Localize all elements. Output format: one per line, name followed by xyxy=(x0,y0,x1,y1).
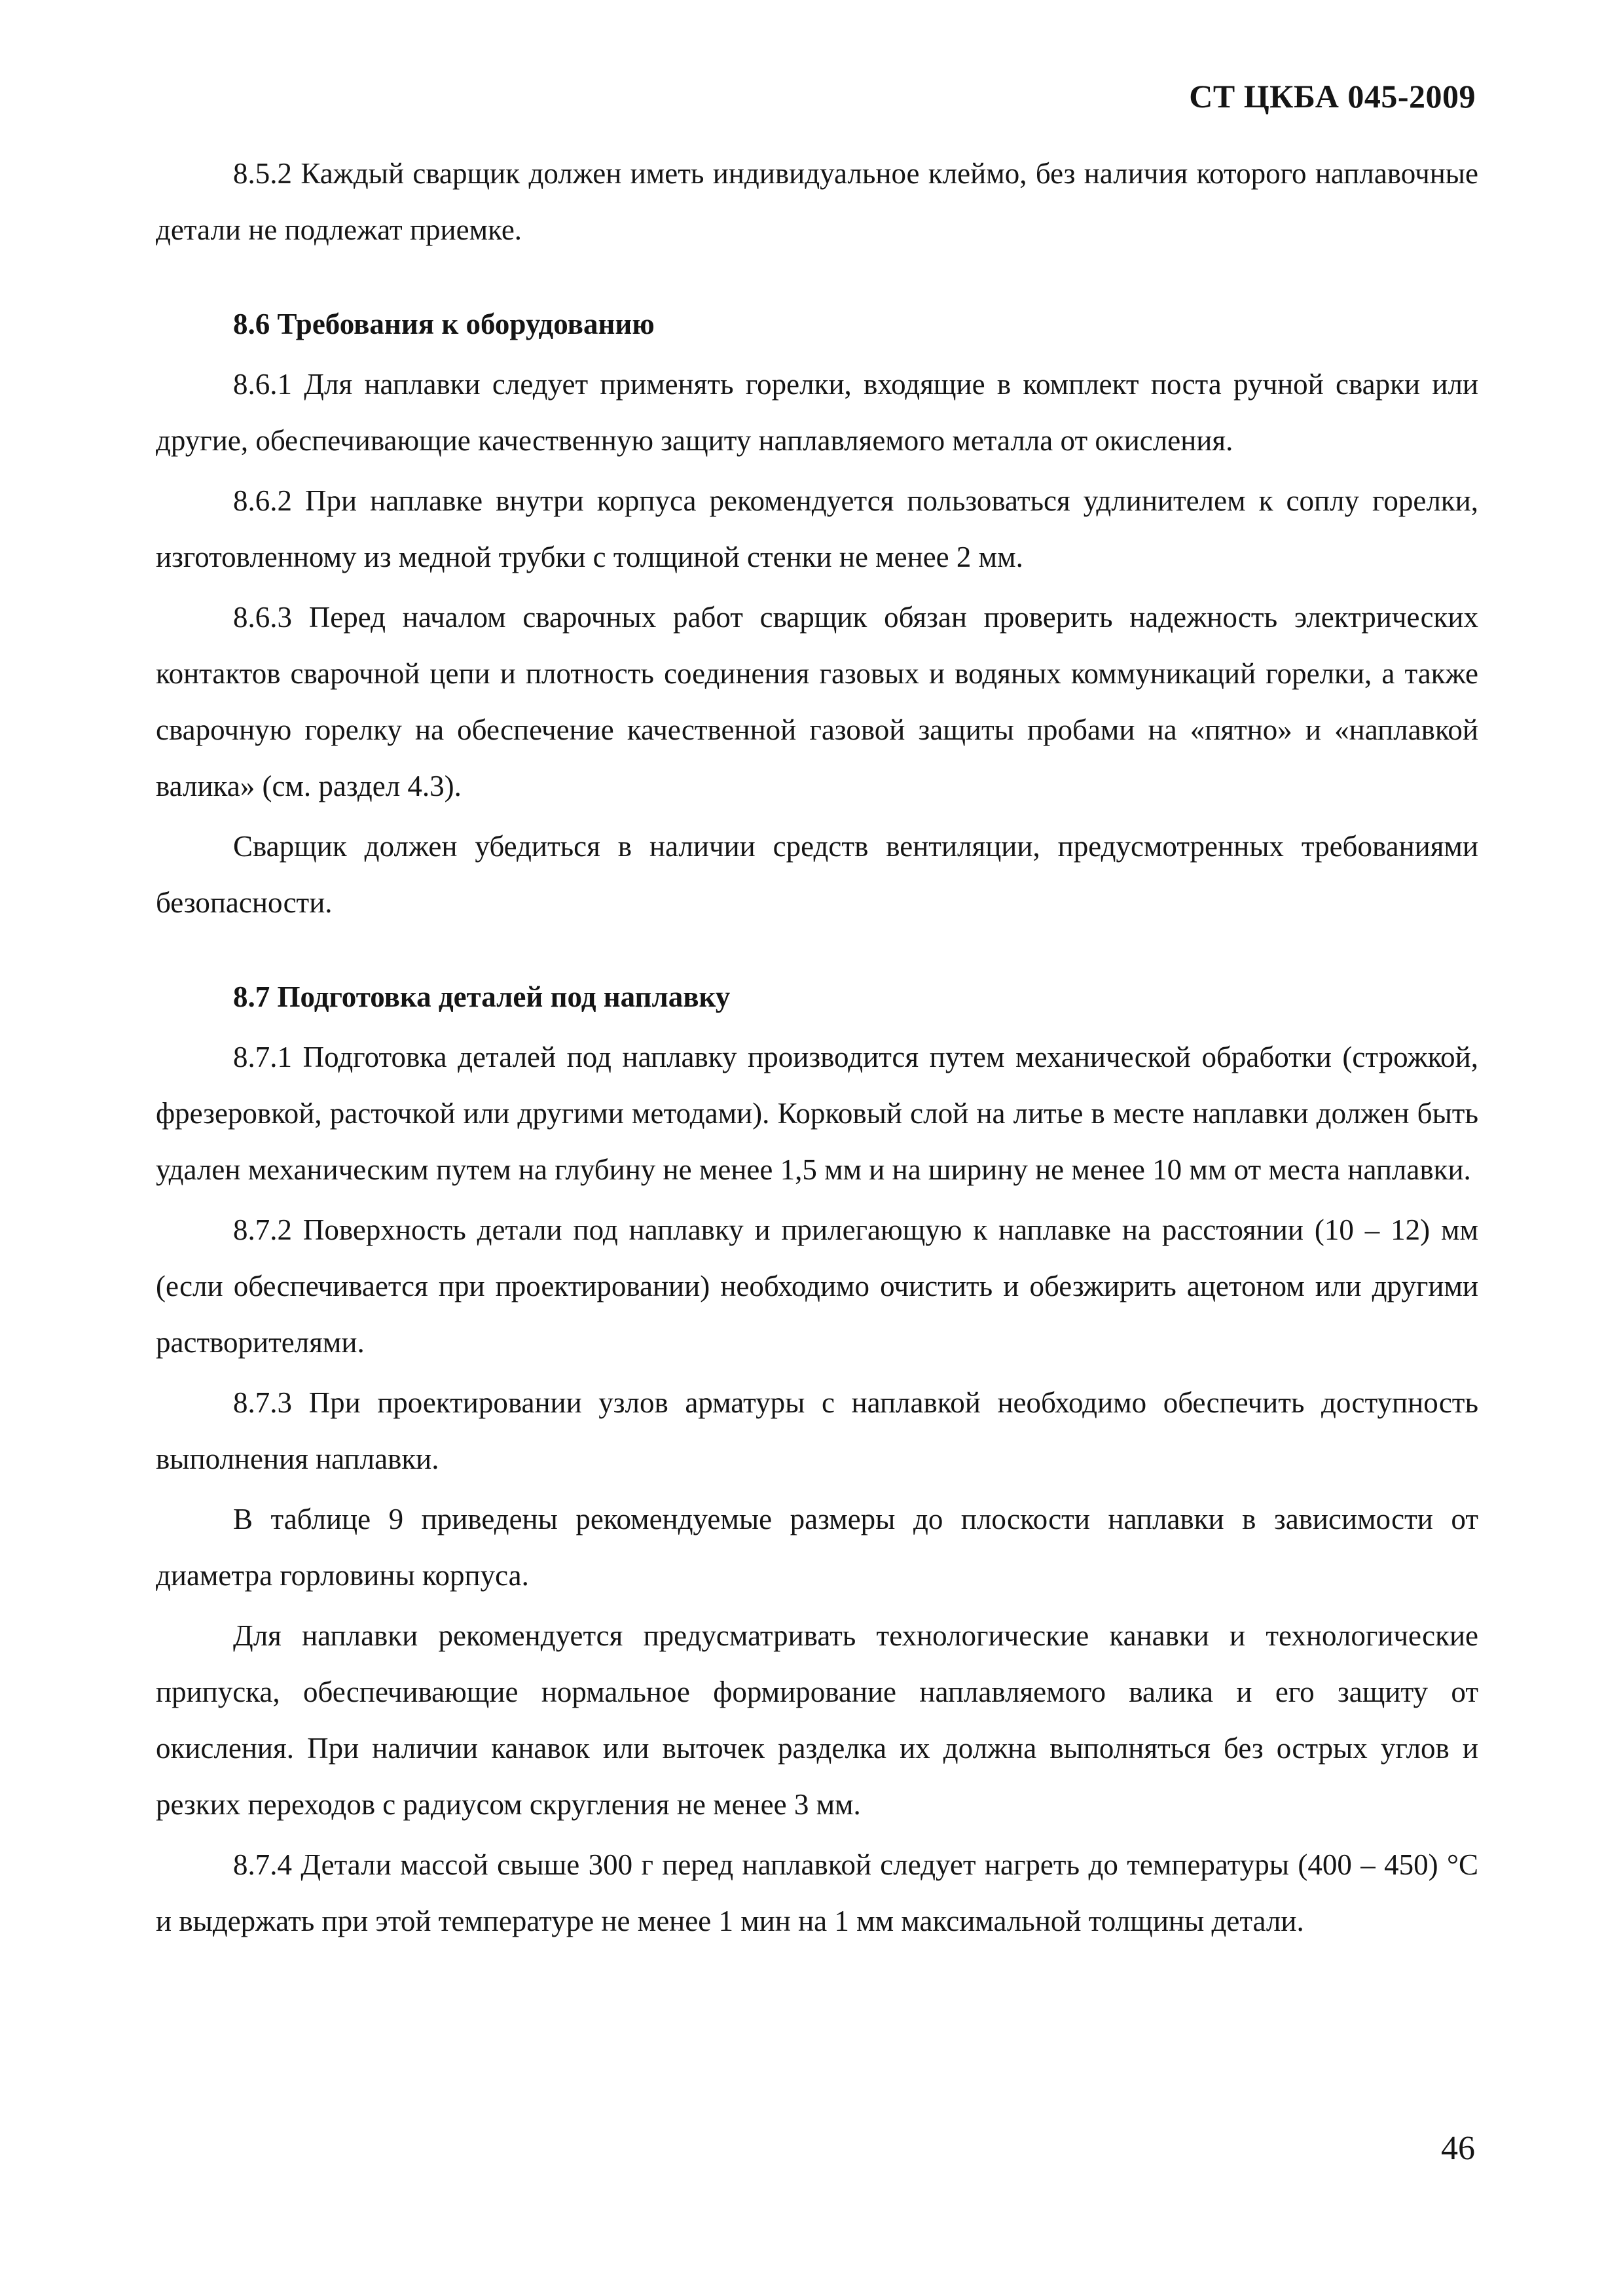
paragraph-table-9-reference: В таблице 9 приведены рекомендуемые размеры до плоскости наплавки в зависимости от диаметра горловины корпуса. xyxy=(156,1503,1478,1592)
section-heading-8-6: 8.6 Требования к оборудованию xyxy=(233,308,655,340)
document-code-header: СТ ЦКБА 045-2009 xyxy=(1189,78,1476,115)
page-number: 46 xyxy=(1441,2130,1475,2167)
paragraph-8-6-3: 8.6.3 Перед началом сварочных работ сварщик обязан проверить надежность электрических контактов сварочной цепи и плотность соединения газовых и водяных коммуникаций горелки, а также сварочную горелку на обеспечение качественной газовой защиты пробами на «пятно» и «наплавкой валика» (см. раздел 4.3). xyxy=(156,601,1478,802)
paragraph-grooves: Для наплавки рекомендуется предусматривать технологические канавки и технологические припуска, обеспечивающие нормальное формирование наплавляемого валика и его защиту от окисления. При наличии канавок или выточек разделка их должна выполняться без острых углов и резких переходов с радиусом скругления не менее 3 мм. xyxy=(156,1619,1478,1821)
section-heading-8-7: 8.7 Подготовка деталей под наплавку xyxy=(233,980,731,1013)
document-body xyxy=(156,145,1478,1949)
paragraph-8-7-2: 8.7.2 Поверхность детали под наплавку и прилегающую к наплавке на расстоянии (10 – 12) мм (если обеспечивается при проектировании) необходимо очистить и обезжирить ацетоном или другими растворителями. xyxy=(156,1213,1478,1359)
paragraph-8-6-1: 8.6.1 Для наплавки следует применять горелки, входящие в комплект поста ручной сварки или другие, обеспечивающие качественную защиту наплавляемого металла от окисления. xyxy=(156,368,1478,457)
paragraph-8-7-4: 8.7.4 Детали массой свыше 300 г перед наплавкой следует нагреть до температуры (400 – 450) °С и выдержать при этой температуре не менее 1 мин на 1 мм максимальной толщины детали. xyxy=(156,1848,1478,1937)
paragraph-8-7-3: 8.7.3 При проектировании узлов арматуры с наплавкой необходимо обеспечить доступность выполнения наплавки. xyxy=(156,1386,1478,1475)
paragraph-8-6-2: 8.6.2 При наплавке внутри корпуса рекомендуется пользоваться удлинителем к соплу горелки, изготовленному из медной трубки с толщиной стенки не менее 2 мм. xyxy=(156,484,1478,573)
paragraph-8-7-1: 8.7.1 Подготовка деталей под наплавку производится путем механической обработки (строжкой, фрезеровкой, расточкой или другими методами). Корковый слой на литье в месте наплавки должен быть удален механическим путем на глубину не менее 1,5 мм и на ширину не менее 10 мм от места наплавки. xyxy=(156,1041,1478,1186)
paragraph-8-5-2: 8.5.2 Каждый сварщик должен иметь индивидуальное клеймо, без наличия которого наплавочные детали не подлежат приемке. xyxy=(156,157,1478,246)
paragraph-ventilation: Сварщик должен убедиться в наличии средств вентиляции, предусмотренных требованиями безопасности. xyxy=(156,830,1478,919)
